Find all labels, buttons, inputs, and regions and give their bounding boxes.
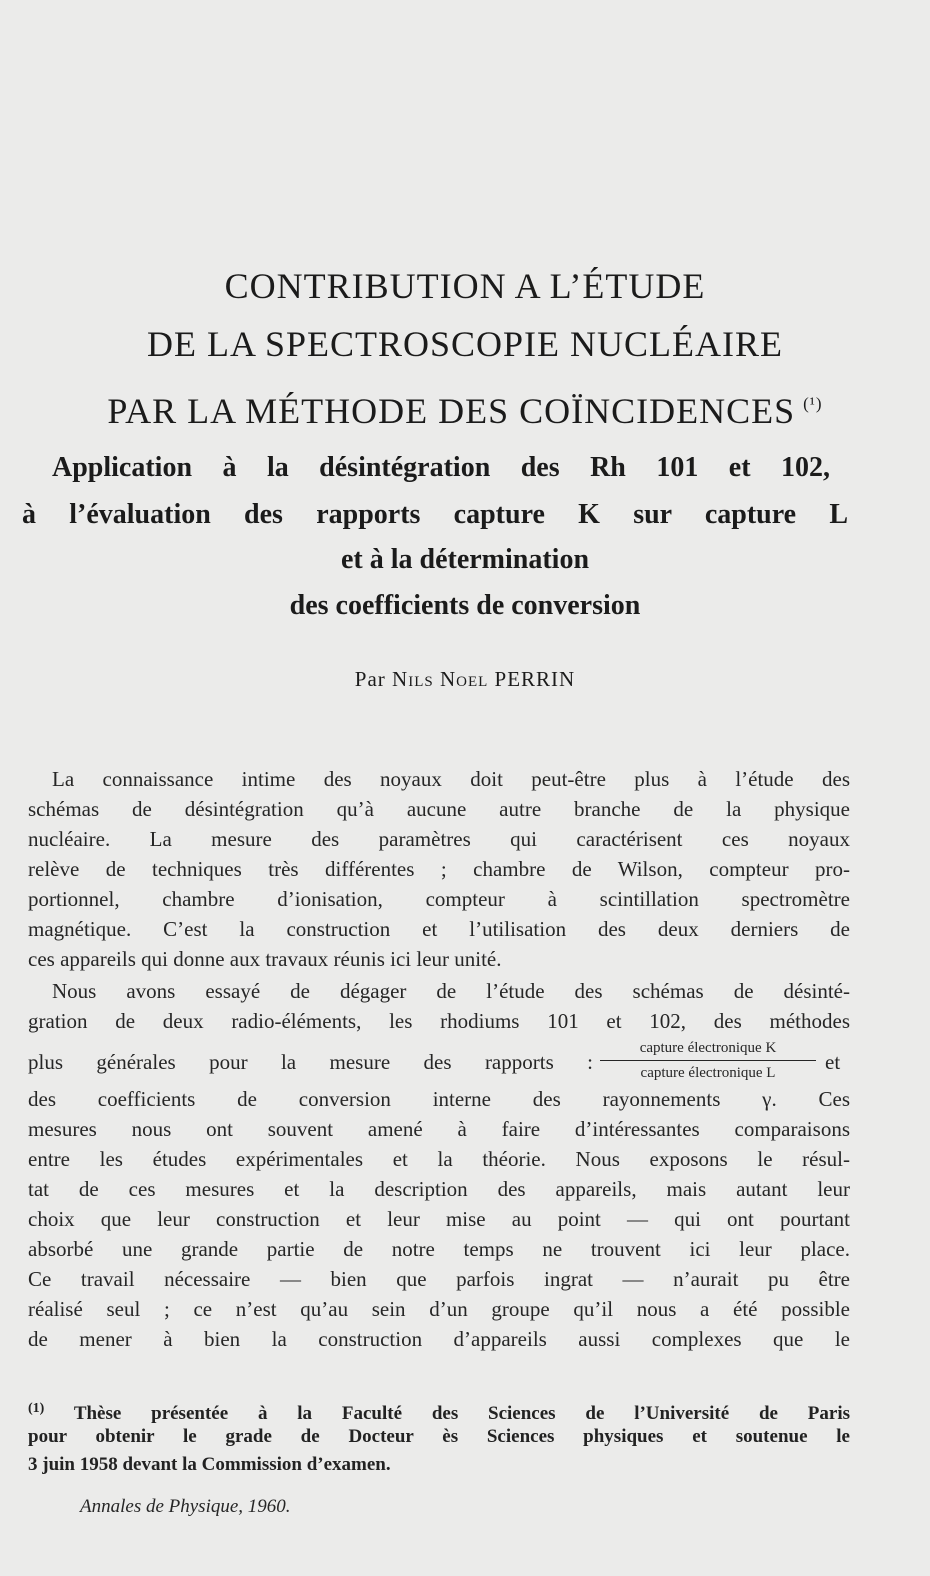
subtitle-line-2: à l’évaluation des rapports capture K sur capture L xyxy=(22,499,848,530)
body-line: absorbé une grande partie de notre temps ne trouvent ici leur place. xyxy=(28,1237,850,1261)
body-line: tat de ces mesures et la description des appareils, mais autant leur xyxy=(28,1177,850,1201)
body-line: Nous avons essayé de dégager de l’étude des schémas de désinté- xyxy=(52,979,850,1003)
footnote-text: Thèse présentée à la Faculté des Sciences de l’Université de Paris xyxy=(73,1403,850,1424)
body-line: La connaissance intime des noyaux doit peut-être plus à l’étude des xyxy=(52,767,850,791)
fraction-denominator: capture électronique L xyxy=(640,1065,776,1081)
body-line: portionnel, chambre d’ionisation, compteur à scintillation spectromètre xyxy=(28,887,850,911)
fraction-line xyxy=(28,1038,850,1086)
body-line: des coefficients de conversion interne des rayonnements γ. Ces xyxy=(28,1087,850,1111)
author-prefix: Par xyxy=(354,667,386,691)
footnote-line-1 xyxy=(28,1396,850,1427)
body-line: schémas de désintégration qu’à aucune autre branche de la physique xyxy=(28,797,850,821)
fraction-tail-text: et xyxy=(825,1050,841,1074)
journal-reference: Annales de Physique, 1960. xyxy=(80,1496,291,1517)
body-line: magnétique. C’est la construction et l’utilisation des deux derniers de xyxy=(28,917,850,941)
author-line xyxy=(0,666,930,692)
body-line: réalisé seul ; ce n’est qu’au sein d’un groupe qu’il nous a été possible xyxy=(28,1297,850,1321)
title-line-3 xyxy=(0,384,930,431)
body-line: ces appareils qui donne aux travaux réunis ici leur unité. xyxy=(28,947,502,971)
footnote-line-2: pour obtenir le grade de Docteur ès Sciences physiques et soutenue le xyxy=(28,1426,850,1447)
title-line-1: CONTRIBUTION A L’ÉTUDE xyxy=(224,266,706,306)
body-line: entre les études expérimentales et la théorie. Nous exposons le résul- xyxy=(28,1147,850,1171)
title-footnote-mark: (¹) xyxy=(803,394,823,413)
subtitle-line-1: Application à la désintégration des Rh 101 et 102, xyxy=(52,452,830,483)
body-line: gration de deux radio-éléments, les rhodiums 101 et 102, des méthodes xyxy=(28,1009,850,1033)
author-surname: PERRIN xyxy=(494,667,576,691)
footnote-line-3: 3 juin 1958 devant la Commission d’examen. xyxy=(28,1454,391,1475)
fraction-numerator: capture électronique K xyxy=(600,1038,816,1061)
fraction-lead-text: plus générales pour la mesure des rapports : xyxy=(28,1050,593,1074)
subtitle-line-4: des coefficients de conversion xyxy=(289,590,641,621)
ratio-fraction xyxy=(600,1038,816,1083)
author-first-names: Nils Noel xyxy=(392,667,489,691)
body-line: choix que leur construction et leur mise au point — qui ont pourtant xyxy=(28,1207,850,1231)
body-line: nucléaire. La mesure des paramètres qui caractérisent ces noyaux xyxy=(28,827,850,851)
body-line: Ce travail nécessaire — bien que parfois ingrat — n’aurait pu être xyxy=(28,1267,850,1291)
footnote-mark: (1) xyxy=(28,1401,45,1416)
body-line: de mener à bien la construction d’appareils aussi complexes que le xyxy=(28,1327,850,1351)
body-line: relève de techniques très différentes ; chambre de Wilson, compteur pro- xyxy=(28,857,850,881)
title-line-2: DE LA SPECTROSCOPIE NUCLÉAIRE xyxy=(146,324,784,364)
subtitle-line-3: et à la détermination xyxy=(340,544,590,575)
title-line-3-text: PAR LA MÉTHODE DES COÏNCIDENCES xyxy=(107,391,796,431)
body-line: mesures nous ont souvent amené à faire d’intéressantes comparaisons xyxy=(28,1117,850,1141)
